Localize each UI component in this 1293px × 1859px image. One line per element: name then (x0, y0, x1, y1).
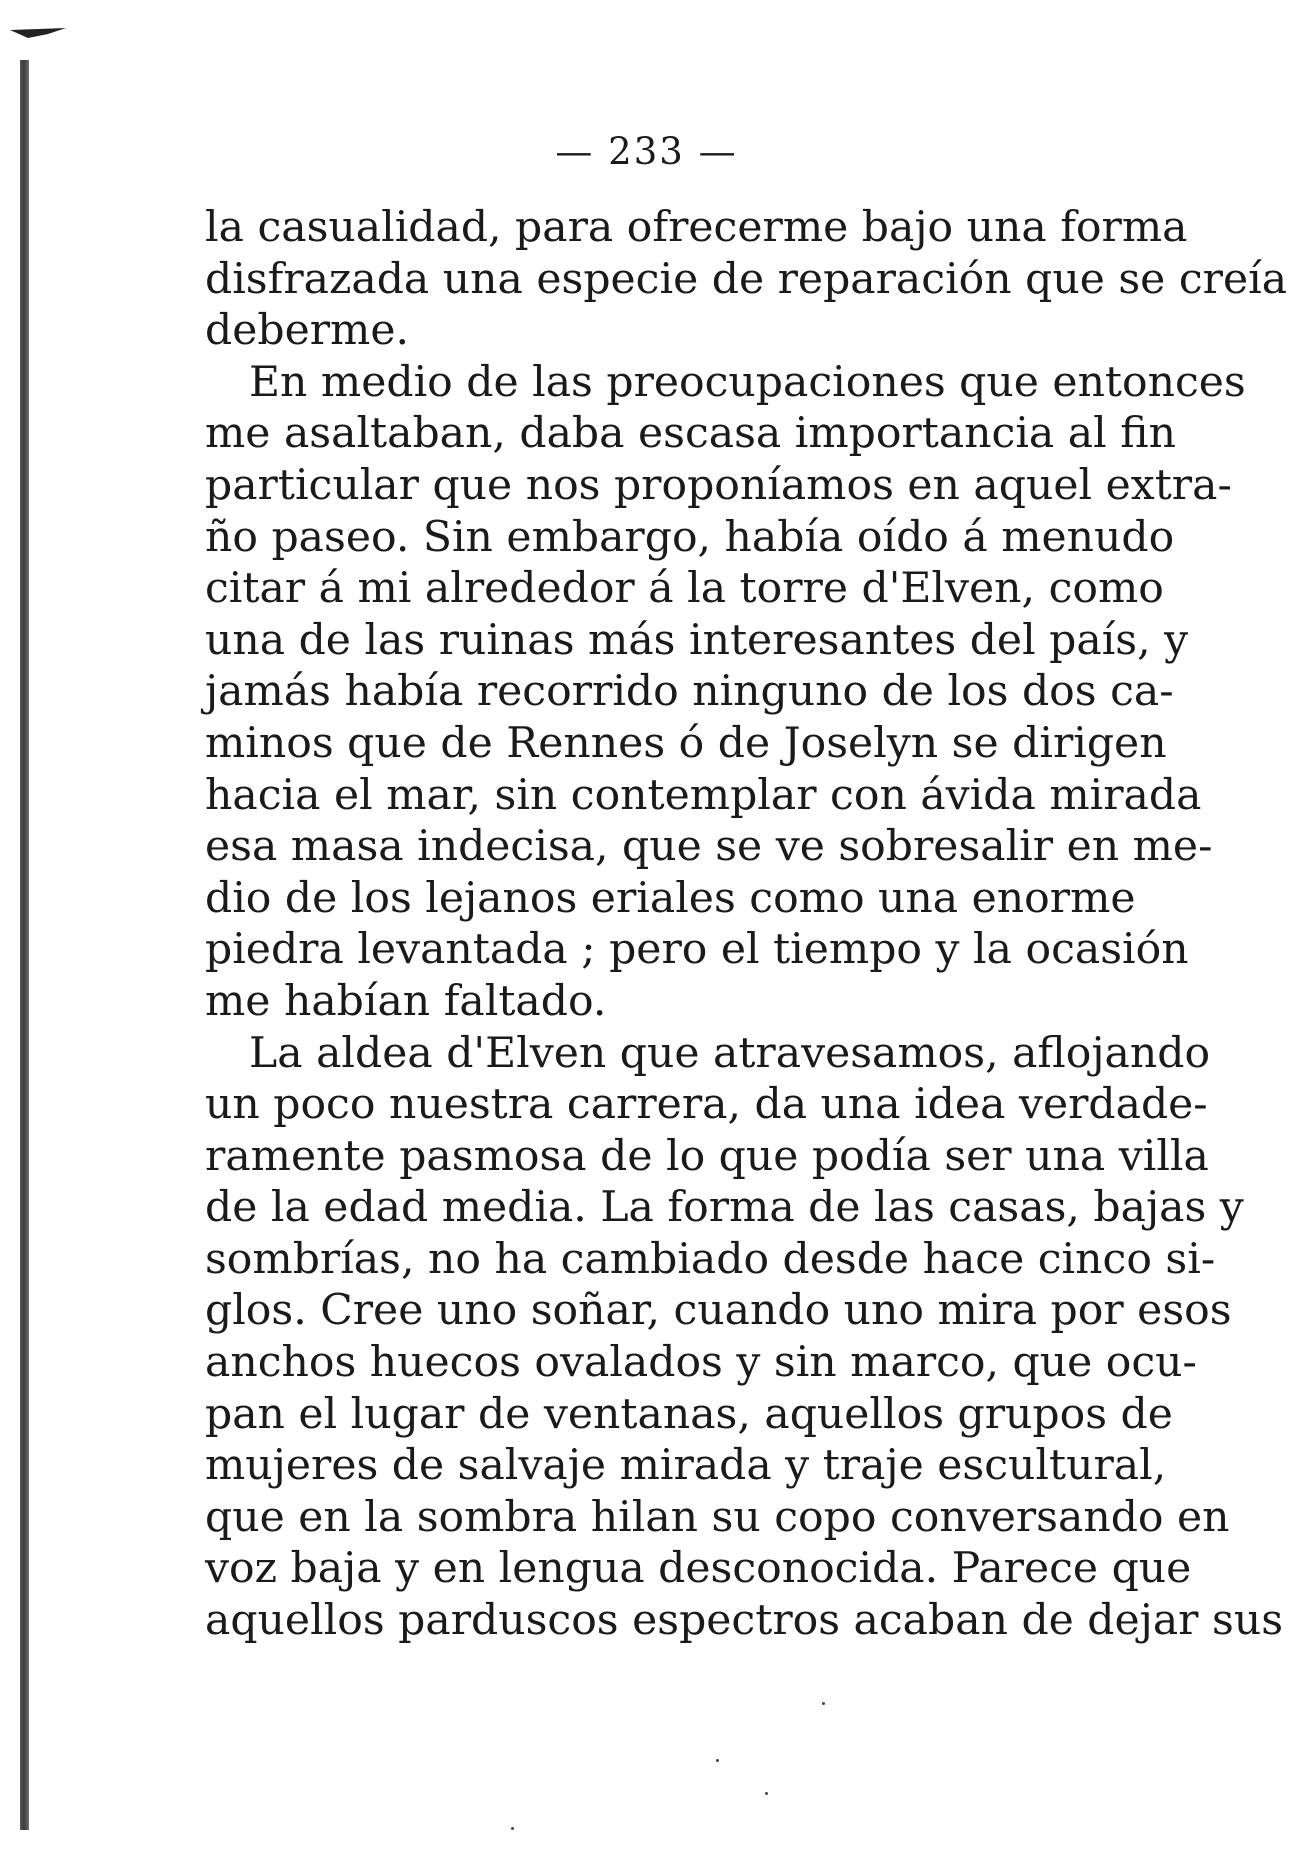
text-line: la casualidad, para ofrecerme bajo una forma (205, 203, 1188, 252)
text-line: aquellos parduscos espectros acaban de dejar sus (205, 1596, 1284, 1646)
text-line: que en la sombra hilan su copo conversando en (205, 1492, 1230, 1542)
text-line: me asaltaban, daba escasa importancia al fin (205, 409, 1176, 459)
text-line: piedra levantada ; pero el tiempo y la ocasión (205, 925, 1189, 975)
text-line: En medio de las preocupaciones que entonces (249, 357, 1246, 407)
text-line: deberme. (205, 306, 409, 356)
ink-speck (765, 1792, 768, 1795)
text-line: voz baja y en lengua desconocida. Parece que (205, 1544, 1192, 1594)
ink-speck (511, 1827, 514, 1830)
binding-corner-mark (8, 26, 68, 40)
text-line: me habían faltado. (205, 976, 607, 1026)
page-number: — 233 — (555, 130, 738, 173)
text-line: dio de los lejanos eriales como una enorme (205, 873, 1136, 923)
text-line: esa masa indecisa, que se ve sobresalir en me- (205, 822, 1213, 872)
paragraph (205, 202, 1288, 357)
text-line: hacia el mar, sin contemplar con ávida mirada (205, 770, 1202, 820)
body-text (205, 202, 1288, 1647)
ink-speck (716, 1759, 719, 1762)
text-line: anchos huecos ovalados y sin marco, que ocu- (205, 1338, 1197, 1388)
text-line: pan el lugar de ventanas, aquellos grupos de (205, 1389, 1173, 1439)
text-line: citar á mi alrededor á la torre d'Elven, como (205, 564, 1164, 614)
text-line: jamás había recorrido ninguno de los dos ca- (205, 667, 1174, 717)
text-line: particular que nos proponíamos en aquel extra- (205, 460, 1232, 510)
paragraph (205, 357, 1246, 1028)
text-line: disfrazada una especie de reparación que se creía (205, 254, 1288, 304)
text-line: minos que de Rennes ó de Joselyn se dirigen (205, 718, 1167, 768)
paragraph (205, 1028, 1284, 1647)
text-line: de la edad media. La forma de las casas, bajas y (205, 1183, 1244, 1233)
text-line: ramente pasmosa de lo que podía ser una villa (205, 1131, 1209, 1181)
text-line: La aldea d'Elven que atravesamos, aflojando (249, 1028, 1211, 1078)
text-line: sombrías, no ha cambiado desde hace cinco si- (205, 1234, 1216, 1284)
text-line: glos. Cree uno soñar, cuando uno mira por esos (205, 1286, 1232, 1336)
text-line: mujeres de salvaje mirada y traje escultural, (205, 1441, 1167, 1491)
text-line: un poco nuestra carrera, da una idea verdade- (205, 1080, 1208, 1130)
text-line: ño paseo. Sin embargo, había oído á menudo (205, 512, 1175, 562)
text-line: una de las ruinas más interesantes del país, y (205, 615, 1189, 665)
ink-speck (822, 1702, 825, 1705)
binding-edge (20, 60, 29, 1830)
